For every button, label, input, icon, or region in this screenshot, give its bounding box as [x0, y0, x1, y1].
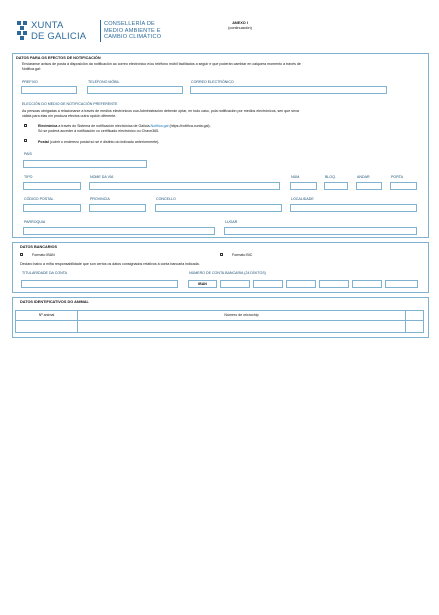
- email-field[interactable]: [190, 86, 387, 94]
- department-name: [104, 21, 161, 41]
- electronic-option-line-2: Só se poderá acceder á notificación co certificado electrónico ou Chave365.: [38, 129, 160, 133]
- num-label: NÚM.: [291, 175, 301, 179]
- electronic-checkbox[interactable]: [24, 124, 27, 127]
- account-group-6[interactable]: [385, 280, 418, 288]
- parish-field[interactable]: [23, 227, 215, 235]
- prefix-label: PREFIXO: [22, 80, 38, 84]
- postal-checkbox[interactable]: [24, 139, 27, 142]
- door-field[interactable]: [390, 182, 417, 190]
- logo-line-2: DE GALICIA: [31, 30, 87, 42]
- postcode-label: CÓDIGO POSTAL: [24, 197, 54, 201]
- province-label: PROVINCIA: [90, 197, 110, 201]
- animal-section-title: DATOS IDENTIFICATIVOS DO ANIMAL: [20, 300, 89, 304]
- xunta-emblem-icon: [16, 20, 28, 42]
- email-label: CORREO ELECTRÓNICO: [191, 80, 234, 84]
- iban-format-radio[interactable]: [20, 253, 23, 256]
- account-group-3[interactable]: [286, 280, 316, 288]
- bic-format-radio[interactable]: [220, 253, 223, 256]
- xunta-logo: [16, 20, 28, 42]
- bank-section-title: DATOS BANCARIOS: [20, 245, 57, 249]
- dept-line-2: MEDIO AMBIENTE E: [104, 27, 161, 34]
- locality-label: LOCALIDADE: [291, 197, 314, 201]
- microchip-header: Número de microchip: [224, 313, 259, 317]
- notification-intro-2: Notifica.gal:: [22, 67, 41, 71]
- annex-heading: [220, 21, 260, 31]
- num-field[interactable]: [290, 182, 317, 190]
- block-field[interactable]: [324, 182, 348, 190]
- floor-field[interactable]: [356, 182, 382, 190]
- account-group-1[interactable]: [220, 280, 250, 288]
- header-divider: [100, 20, 101, 42]
- province-field[interactable]: [89, 204, 146, 212]
- account-group-2[interactable]: [253, 280, 283, 288]
- prefix-field[interactable]: [21, 86, 77, 94]
- notification-section-title: DATOS PARA OS EFECTOS DE NOTIFICACIÓN: [16, 56, 101, 60]
- notification-intro-1: Enviaranse avisos de posta á disposición da notificación ao correo electrónico e/ou teléfono móbil facilitados a seguir e que poderán cambiar en calquera momento a través de: [22, 62, 301, 66]
- electronic-option: [38, 124, 211, 128]
- notifica-link[interactable]: Notifica.gal: [150, 124, 169, 128]
- annex-subtitle: (continuación): [228, 25, 252, 30]
- mobile-field[interactable]: [87, 86, 183, 94]
- animal-number-header: Nº animal: [38, 313, 55, 317]
- logo-line-1: XUNTA: [31, 20, 64, 31]
- mobile-label: TELÉFONO MÓBIL: [88, 80, 120, 84]
- account-number-label: NÚMERO DE CONTA BANCARIA (24 DÍXITOS): [189, 271, 266, 275]
- logo-text: [31, 21, 86, 41]
- account-holder-label: TITULARIDADE DA CONTA: [22, 271, 68, 275]
- iban-prefix-box: IBAN: [188, 280, 217, 288]
- postal-option-text: (cubrir o enderezo postal só se é distinto do indicado anteriormente).: [48, 140, 160, 144]
- place-label: LUGAR: [225, 220, 238, 224]
- country-label: PAÍS: [24, 152, 32, 156]
- country-field[interactable]: [23, 160, 147, 168]
- animal-table: [15, 310, 424, 333]
- postcode-field[interactable]: [23, 204, 81, 212]
- bic-format-label: Formato BIC: [232, 253, 253, 257]
- iban-format-label: Formato IBAN: [32, 253, 55, 257]
- street-field[interactable]: [89, 182, 280, 190]
- table-header-row: [16, 311, 423, 321]
- account-group-4[interactable]: [319, 280, 349, 288]
- annex-title: ANEXO I: [232, 21, 248, 25]
- choice-text-2: válida para elas nin produza efectos outra opción diferente.: [22, 114, 117, 118]
- postal-option-bold: Postal: [38, 140, 49, 144]
- council-label: CONCELLO: [156, 197, 176, 201]
- parish-label: PARROQUIA: [24, 220, 46, 224]
- postal-option: [38, 140, 159, 144]
- electronic-option-url: (https://notifica.xunta.gal).: [168, 124, 211, 128]
- column-divider-2: [405, 311, 406, 333]
- council-field[interactable]: [155, 204, 282, 212]
- bank-declaration: Declaro baixo a miña responsabilidade que son certos os datos consignados relativos á conta bancaria indicada.: [20, 262, 200, 266]
- floor-label: ANDAR: [357, 175, 370, 179]
- choice-title: ELECCIÓN DO MEDIO DE NOTIFICACIÓN PREFERENTE: [22, 102, 118, 106]
- dept-line-3: CAMBIO CLIMÁTICO: [104, 34, 162, 41]
- electronic-option-bold: Electrónica: [38, 124, 58, 128]
- locality-field[interactable]: [290, 204, 417, 212]
- electronic-option-text: a través do Sistema de notificación electrónica de Galicia-: [57, 124, 151, 128]
- block-label: BLOQ.: [325, 175, 336, 179]
- place-field[interactable]: [224, 227, 417, 235]
- account-holder-field[interactable]: [21, 280, 178, 288]
- type-field[interactable]: [23, 182, 81, 190]
- dept-line-1: CONSELLERÍA DE: [104, 21, 155, 27]
- door-label: PORTA: [391, 175, 404, 179]
- microchip-cell[interactable]: [78, 321, 405, 332]
- animal-number-cell[interactable]: [16, 321, 77, 332]
- type-label: TIPO: [24, 175, 33, 179]
- account-group-5[interactable]: [352, 280, 382, 288]
- choice-text-1: As persoas obrigadas a relacionarse a través de medios electrónicos coa Administración deberán optar, en todo caso, pola notificación por medios electrónicos, sen que sexa: [22, 109, 299, 113]
- street-label: NOME DA VÍA: [90, 175, 114, 179]
